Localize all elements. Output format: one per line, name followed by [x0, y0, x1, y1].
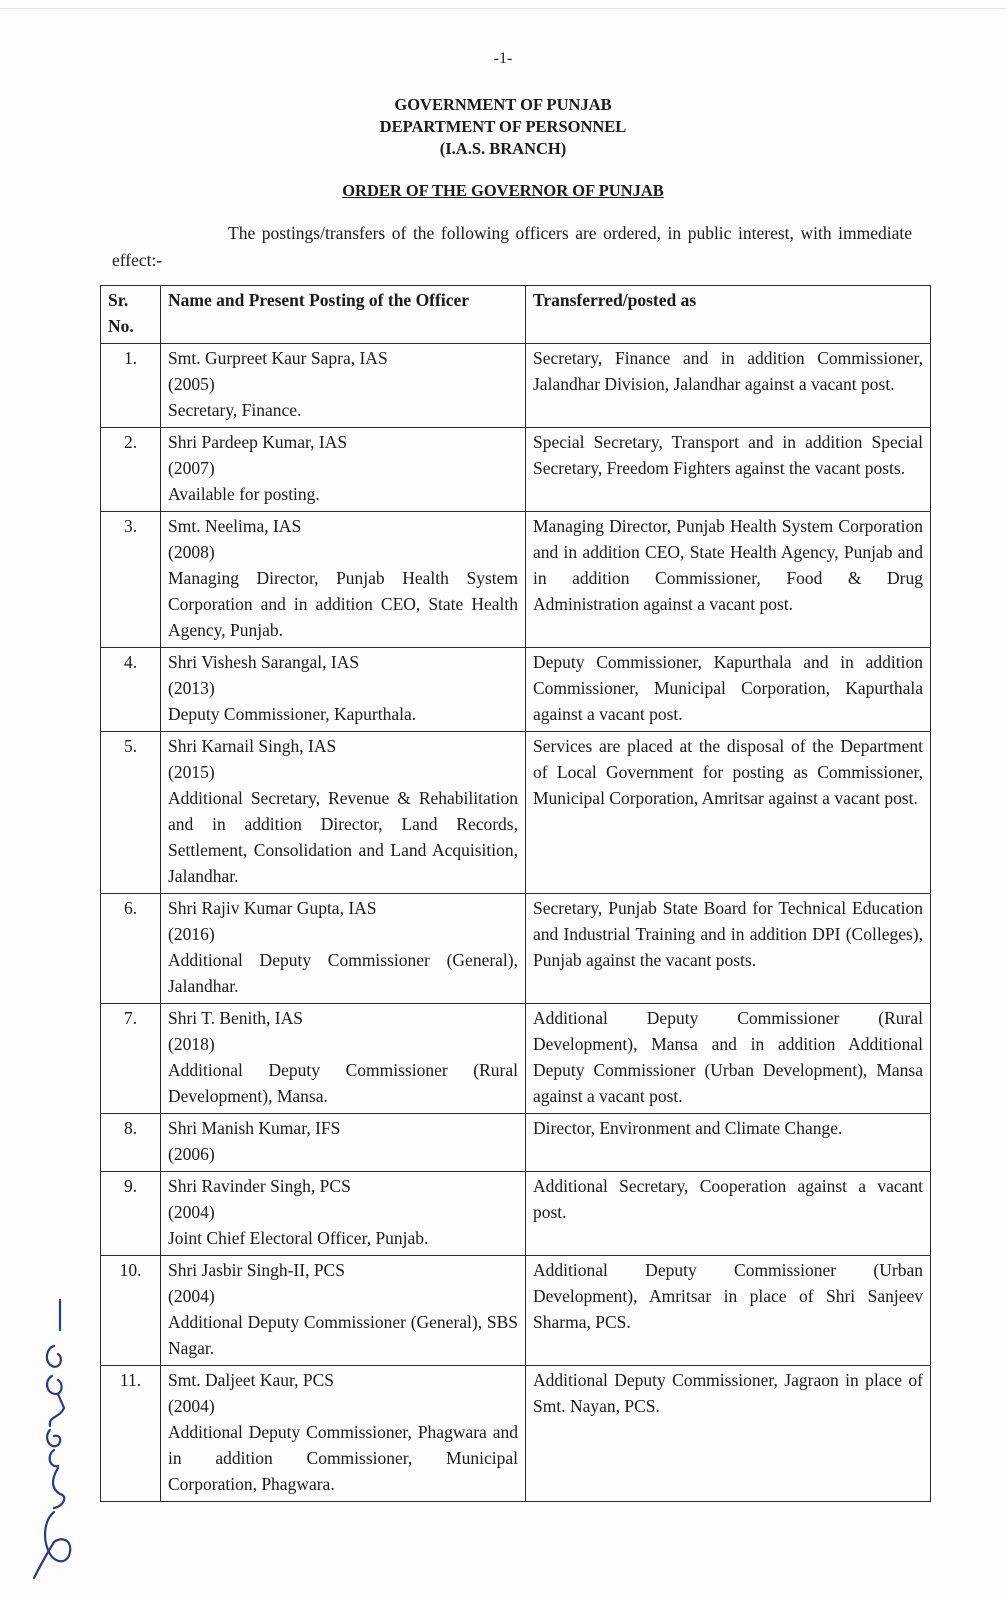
- transferred-posted-as: Deputy Commissioner, Kapurthala and in addition Commissioner, Municipal Corporation, Kapurthala against a vacant post.: [526, 648, 931, 732]
- table-row: [101, 894, 931, 1004]
- transfer-orders-table: [100, 285, 931, 1502]
- officer-name: Shri Vishesh Sarangal, IAS: [168, 652, 360, 672]
- serial-number: 9.: [101, 1172, 161, 1256]
- order-title: ORDER OF THE GOVERNOR OF PUNJAB: [342, 181, 664, 200]
- officer-cell: [161, 732, 526, 894]
- present-posting: Additional Deputy Commissioner, Phagwara and in addition Commissioner, Municipal Corporation, Phagwara.: [168, 1422, 518, 1494]
- table-row: [101, 1256, 931, 1366]
- serial-number: 3.: [101, 512, 161, 648]
- present-posting: Additional Deputy Commissioner (General), Jalandhar.: [168, 950, 518, 996]
- officer-batch: (2008): [168, 542, 215, 562]
- header-branch: (I.A.S. BRANCH): [439, 139, 567, 158]
- table-row: [101, 1114, 931, 1172]
- officer-cell: [161, 428, 526, 512]
- transferred-posted-as: Additional Deputy Commissioner, Jagraon in place of Smt. Nayan, PCS.: [526, 1366, 931, 1502]
- serial-number: 5.: [101, 732, 161, 894]
- intro-paragraph: The postings/transfers of the following officers are ordered, in public interest, with immediate effect:-: [112, 223, 912, 270]
- transferred-posted-as: Special Secretary, Transport and in addition Special Secretary, Freedom Fighters against the vacant posts.: [526, 428, 931, 512]
- serial-number: 6.: [101, 894, 161, 1004]
- officer-cell: [161, 512, 526, 648]
- header-sr-no: Sr. No.: [101, 286, 161, 344]
- transferred-posted-as: Additional Secretary, Cooperation against a vacant post.: [526, 1172, 931, 1256]
- table-row: [101, 1172, 931, 1256]
- officer-name: Smt. Daljeet Kaur, PCS: [168, 1370, 335, 1390]
- transferred-posted-as: Additional Deputy Commissioner (Urban Development), Amritsar in place of Shri Sanjeev Sharma, PCS.: [526, 1256, 931, 1366]
- transferred-posted-as: Secretary, Punjab State Board for Technical Education and Industrial Training and in addition DPI (Colleges), Punjab against the vacant posts.: [526, 894, 931, 1004]
- table-row: [101, 1366, 931, 1502]
- officer-batch: (2015): [168, 762, 215, 782]
- header-government: GOVERNMENT OF PUNJAB: [394, 95, 612, 114]
- officer-cell: [161, 894, 526, 1004]
- table-row: [101, 648, 931, 732]
- officer-name: Shri Rajiv Kumar Gupta, IAS: [168, 898, 377, 918]
- table-row: [101, 344, 931, 428]
- officer-cell: [161, 344, 526, 428]
- officer-name: Shri Ravinder Singh, PCS: [168, 1176, 351, 1196]
- officer-batch: (2016): [168, 924, 215, 944]
- present-posting: Joint Chief Electoral Officer, Punjab.: [168, 1228, 429, 1248]
- officer-batch: (2004): [168, 1202, 215, 1222]
- document-header: [0, 94, 1006, 160]
- serial-number: 1.: [101, 344, 161, 428]
- officer-cell: [161, 648, 526, 732]
- header-transferred: Transferred/posted as: [526, 286, 931, 344]
- officer-cell: [161, 1114, 526, 1172]
- officer-cell: [161, 1004, 526, 1114]
- officer-batch: (2006): [168, 1144, 215, 1164]
- officer-batch: (2007): [168, 458, 215, 478]
- present-posting: Additional Secretary, Revenue & Rehabilitation and in addition Director, Land Records, Settlement, Consolidation and Land Acquisition, Jalandhar.: [168, 788, 518, 886]
- officer-batch: (2004): [168, 1286, 215, 1306]
- officer-name: Shri T. Benith, IAS: [168, 1008, 303, 1028]
- officer-batch: (2018): [168, 1034, 215, 1054]
- officer-name: Smt. Neelima, IAS: [168, 516, 302, 536]
- officer-batch: (2004): [168, 1396, 215, 1416]
- handwritten-signature: [24, 1290, 84, 1590]
- serial-number: 10.: [101, 1256, 161, 1366]
- officer-name: Smt. Gurpreet Kaur Sapra, IAS: [168, 348, 388, 368]
- serial-number: 2.: [101, 428, 161, 512]
- serial-number: 7.: [101, 1004, 161, 1114]
- present-posting: Additional Deputy Commissioner (General), SBS Nagar.: [168, 1312, 518, 1358]
- officer-cell: [161, 1172, 526, 1256]
- table-header-row: [101, 286, 931, 344]
- scan-edge-line: [0, 8, 1006, 9]
- officer-batch: (2005): [168, 374, 215, 394]
- page-number: -1-: [493, 50, 513, 67]
- officer-name: Shri Pardeep Kumar, IAS: [168, 432, 348, 452]
- transferred-posted-as: Services are placed at the disposal of the Department of Local Government for posting as Commissioner, Municipal Corporation, Amritsar against a vacant post.: [526, 732, 931, 894]
- table-row: [101, 428, 931, 512]
- serial-number: 8.: [101, 1114, 161, 1172]
- officer-name: Shri Jasbir Singh-II, PCS: [168, 1260, 345, 1280]
- officer-name: Shri Karnail Singh, IAS: [168, 736, 337, 756]
- table-row: [101, 1004, 931, 1114]
- transferred-posted-as: Additional Deputy Commissioner (Rural Development), Mansa and in addition Additional Deputy Commissioner (Urban Development), Mansa against a vacant post.: [526, 1004, 931, 1114]
- officer-cell: [161, 1256, 526, 1366]
- officer-batch: (2013): [168, 678, 215, 698]
- serial-number: 11.: [101, 1366, 161, 1502]
- table-row: [101, 512, 931, 648]
- officer-name: Shri Manish Kumar, IFS: [168, 1118, 341, 1138]
- present-posting: Managing Director, Punjab Health System Corporation and in addition CEO, State Health Agency, Punjab.: [168, 568, 518, 640]
- serial-number: 4.: [101, 648, 161, 732]
- present-posting: Secretary, Finance.: [168, 400, 302, 420]
- header-department: DEPARTMENT OF PERSONNEL: [379, 117, 627, 136]
- officer-cell: [161, 1366, 526, 1502]
- present-posting: Additional Deputy Commissioner (Rural Development), Mansa.: [168, 1060, 518, 1106]
- transferred-posted-as: Director, Environment and Climate Change.: [526, 1114, 931, 1172]
- transferred-posted-as: Secretary, Finance and in addition Commissioner, Jalandhar Division, Jalandhar against a vacant post.: [526, 344, 931, 428]
- present-posting: Available for posting.: [168, 484, 320, 504]
- transferred-posted-as: Managing Director, Punjab Health System Corporation and in addition CEO, State Health Agency, Punjab and in addition Commissioner, Food & Drug Administration against a vacant post.: [526, 512, 931, 648]
- table-row: [101, 732, 931, 894]
- present-posting: Deputy Commissioner, Kapurthala.: [168, 704, 417, 724]
- header-officer: Name and Present Posting of the Officer: [161, 286, 526, 344]
